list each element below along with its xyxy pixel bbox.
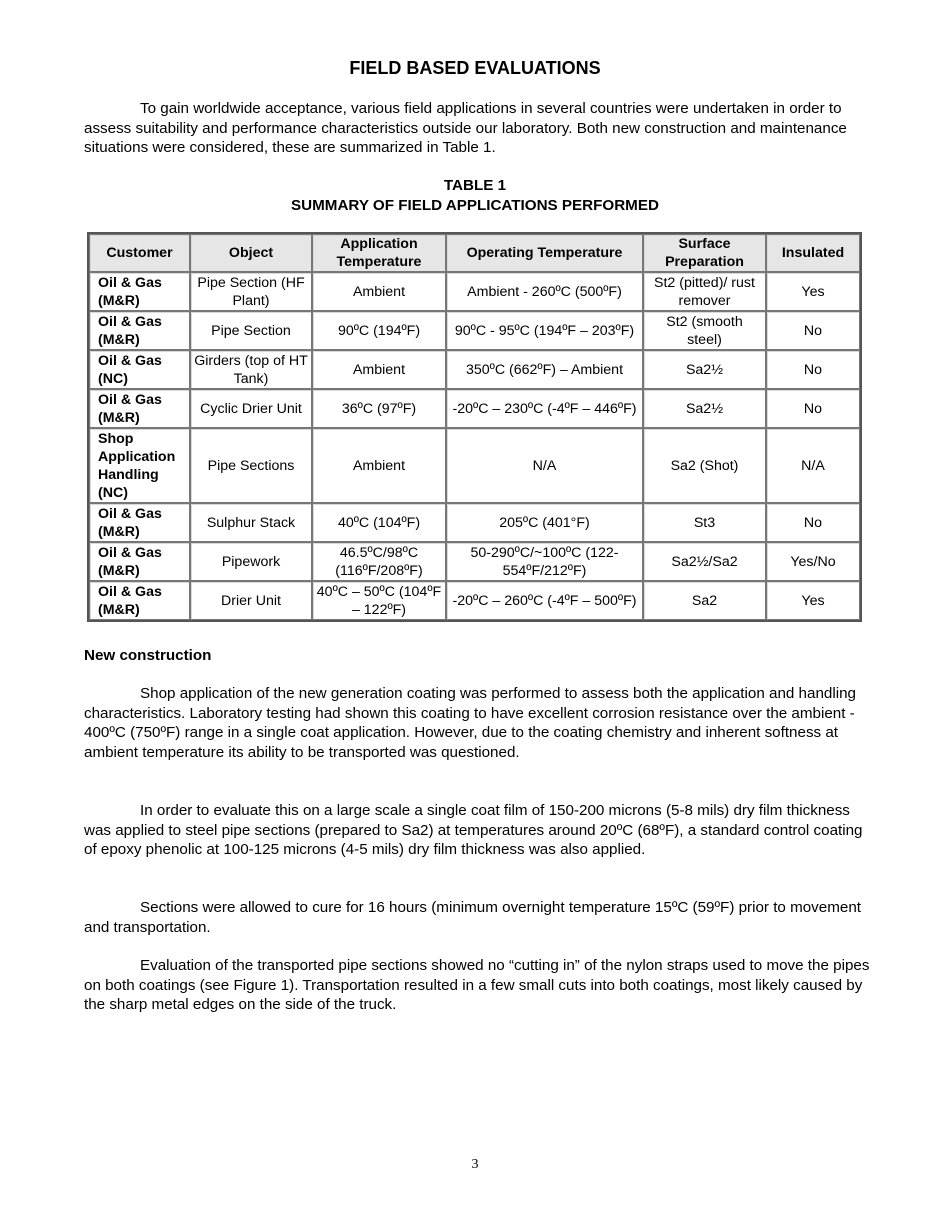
field-applications-table	[87, 232, 862, 622]
cell-customer: Shop Application Handling (NC)	[89, 428, 190, 503]
cell-operating-temperature: 350ºC (662ºF) – Ambient	[446, 350, 643, 389]
cell-insulated: Yes/No	[766, 542, 860, 581]
table-row	[89, 311, 860, 350]
header-customer: Customer	[89, 234, 190, 272]
table-row	[89, 389, 860, 428]
cell-application-temperature: 90ºC (194ºF)	[312, 311, 446, 350]
page-title: FIELD BASED EVALUATIONS	[349, 58, 601, 78]
cell-object: Pipe Sections	[190, 428, 312, 503]
cell-surface-preparation: Sa2½	[643, 350, 766, 389]
cell-object: Drier Unit	[190, 581, 312, 620]
cell-operating-temperature: 205ºC (401°F)	[446, 503, 643, 542]
cell-application-temperature: Ambient	[312, 350, 446, 389]
cell-application-temperature: 36ºC (97ºF)	[312, 389, 446, 428]
table-row	[89, 542, 860, 581]
table-label: TABLE 1	[443, 177, 507, 194]
cell-customer: Oil & Gas (M&R)	[89, 581, 190, 620]
intro-paragraph	[84, 99, 870, 158]
table-title: SUMMARY OF FIELD APPLICATIONS PERFORMED	[291, 197, 659, 214]
header-object: Object	[190, 234, 312, 272]
paragraph-text: Shop application of the new generation coating was performed to assess both the application and handling characteristics. Laboratory testing had shown this coating to have excellent corrosion resistance over the ambient - 400ºC (750ºF) range in a single coat application. However, due to the coating chemistry and inherent softness at ambient temperature its ability to be transported was questioned.	[84, 685, 856, 761]
cell-application-temperature: Ambient	[312, 428, 446, 503]
cell-surface-preparation: St2 (pitted)/ rust remover	[643, 272, 766, 311]
cell-insulated: No	[766, 503, 860, 542]
cell-customer: Oil & Gas (M&R)	[89, 272, 190, 311]
cell-insulated: No	[766, 311, 860, 350]
cell-customer: Oil & Gas (NC)	[89, 350, 190, 389]
cell-surface-preparation: Sa2½/Sa2	[643, 542, 766, 581]
cell-object: Girders (top of HT Tank)	[190, 350, 312, 389]
table	[87, 232, 862, 622]
table-header-row	[89, 234, 860, 272]
cell-operating-temperature: 90ºC - 95ºC (194ºF – 203ºF)	[446, 311, 643, 350]
page-number: 3	[471, 1157, 479, 1172]
header-application-temperature: Application Temperature	[312, 234, 446, 272]
table-row	[89, 581, 860, 620]
cell-operating-temperature: -20ºC – 260ºC (-4ºF – 500ºF)	[446, 581, 643, 620]
cell-operating-temperature: N/A	[446, 428, 643, 503]
cell-insulated: Yes	[766, 581, 860, 620]
cell-customer: Oil & Gas (M&R)	[89, 503, 190, 542]
cell-application-temperature: Ambient	[312, 272, 446, 311]
body-paragraph	[84, 898, 870, 937]
cell-object: Sulphur Stack	[190, 503, 312, 542]
body-paragraph	[84, 684, 870, 762]
body-paragraph	[84, 956, 870, 1015]
cell-surface-preparation: Sa2 (Shot)	[643, 428, 766, 503]
intro-text: To gain worldwide acceptance, various field applications in several countries were undertaken in order to assess suitability and performance characteristics outside our laboratory. Both new construction and maintenance situations were considered, these are summarized in Table 1.	[84, 100, 847, 156]
cell-object: Pipework	[190, 542, 312, 581]
cell-object: Cyclic Drier Unit	[190, 389, 312, 428]
table-row	[89, 428, 860, 503]
cell-surface-preparation: St3	[643, 503, 766, 542]
header-surface-preparation: Surface Preparation	[643, 234, 766, 272]
cell-application-temperature: 40ºC (104ºF)	[312, 503, 446, 542]
paragraph-text: Sections were allowed to cure for 16 hours (minimum overnight temperature 15ºC (59ºF) prior to movement and transportation.	[84, 899, 861, 936]
table-row	[89, 350, 860, 389]
table-row	[89, 503, 860, 542]
cell-customer: Oil & Gas (M&R)	[89, 389, 190, 428]
cell-object: Pipe Section (HF Plant)	[190, 272, 312, 311]
header-insulated: Insulated	[766, 234, 860, 272]
table-row	[89, 272, 860, 311]
paragraph-text: Evaluation of the transported pipe sections showed no “cutting in” of the nylon straps used to move the pipes on both coatings (see Figure 1). Transportation resulted in a few small cuts into both coatings, most likely caused by the sharp metal edges on the side of the truck.	[84, 957, 870, 1013]
cell-application-temperature: 46.5ºC/98ºC (116ºF/208ºF)	[312, 542, 446, 581]
paragraph-text: In order to evaluate this on a large scale a single coat film of 150-200 microns (5-8 mils) dry film thickness was applied to steel pipe sections (prepared to Sa2) at temperatures around 20ºC (68ºF), a standard control coating of epoxy phenolic at 100-125 microns (4-5 mils) dry film thickness was also applied.	[84, 802, 863, 858]
cell-application-temperature: 40ºC – 50ºC (104ºF – 122ºF)	[312, 581, 446, 620]
cell-customer: Oil & Gas (M&R)	[89, 311, 190, 350]
cell-surface-preparation: Sa2	[643, 581, 766, 620]
cell-insulated: Yes	[766, 272, 860, 311]
cell-object: Pipe Section	[190, 311, 312, 350]
cell-insulated: N/A	[766, 428, 860, 503]
cell-surface-preparation: St2 (smooth steel)	[643, 311, 766, 350]
cell-customer: Oil & Gas (M&R)	[89, 542, 190, 581]
cell-operating-temperature: Ambient - 260ºC (500ºF)	[446, 272, 643, 311]
cell-operating-temperature: 50-290ºC/~100ºC (122-554ºF/212ºF)	[446, 542, 643, 581]
body-paragraph	[84, 801, 870, 860]
cell-operating-temperature: -20ºC – 230ºC (-4ºF – 446ºF)	[446, 389, 643, 428]
section-heading-new-construction: New construction	[84, 647, 212, 664]
cell-insulated: No	[766, 350, 860, 389]
cell-surface-preparation: Sa2½	[643, 389, 766, 428]
header-operating-temperature: Operating Temperature	[446, 234, 643, 272]
cell-insulated: No	[766, 389, 860, 428]
